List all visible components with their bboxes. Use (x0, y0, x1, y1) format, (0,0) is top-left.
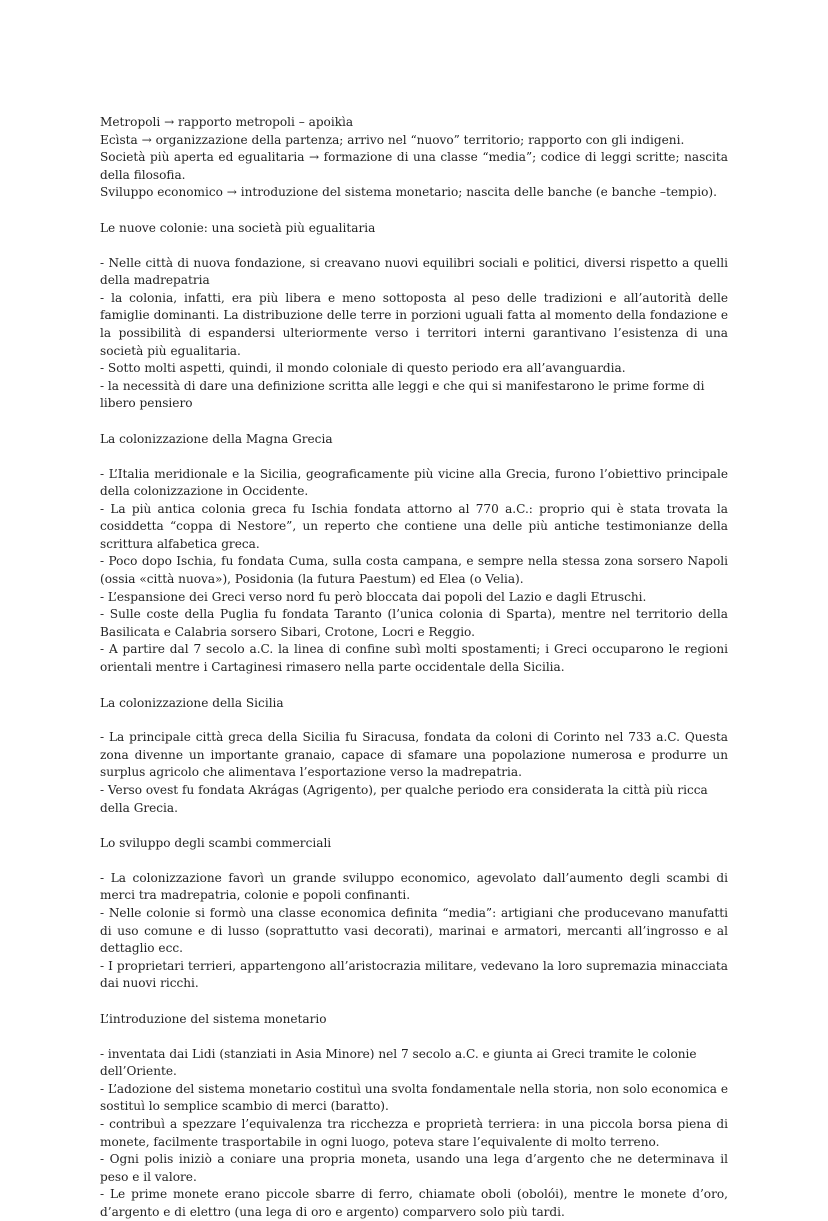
paragraph: - Le prime monete erano piccole sbarre di ferro, chiamate oboli (obolói), mentre le monete d’oro, d’argento e di elettro (una lega di oro e argento) comparvero solo più tardi. (100, 1187, 728, 1219)
paragraph: - la necessità di dare una definizione scritta alle leggi e che qui si manifestarono le prime forme di libero pensiero (100, 378, 705, 411)
intro-line: Ecìsta → organizzazione della partenza; arrivo nel “nuovo” territorio; rapporto con gli indigeni. (100, 132, 685, 147)
paragraph: - La principale città greca della Sicilia fu Siracusa, fondata da coloni di Corinto nel 733 a.C. Questa zona divenne un importante granaio, capace di sfamare una popolazione numerosa e produrre un surplus agricolo che alimentava l’esportazione verso la madrepatria. (100, 730, 728, 780)
paragraph: - contribuì a spezzare l’equivalenza tra ricchezza e proprietà terriera: in una piccola borsa piena di monete, facilmente trasportabile in ogni luogo, poteva stare l’equivalente di molto terreno. (100, 1116, 728, 1149)
section-heading: Lo sviluppo degli scambi commerciali (100, 836, 332, 851)
section-heading: La colonizzazione della Sicilia (100, 695, 284, 710)
section-sistema-monetario (100, 1011, 728, 1221)
paragraph: - L’espansione dei Greci verso nord fu però bloccata dai popoli del Lazio e dagli Etruschi. (100, 589, 647, 604)
section-sicilia (100, 695, 728, 818)
intro-line: Società più aperta ed egualitaria → formazione di una classe “media”; codice di leggi scritte; nascita della filosofia. (100, 150, 728, 182)
paragraph: - I proprietari terrieri, appartengono all’aristocrazia militare, vedevano la loro supremazia minacciata dai nuovi ricchi. (100, 958, 728, 991)
document-page (100, 114, 728, 1221)
section-heading: Le nuove colonie: una società più egualitaria (100, 220, 376, 235)
paragraph: - Nelle colonie si formò una classe economica definita “media”: artigiani che producevano manufatti di uso comune e di lusso (soprattutto vasi decorati), marinai e armatori, mercanti all’ingrosso e al dettaglio ecc. (100, 905, 728, 956)
paragraph: - La più antica colonia greca fu Ischia fondata attorno al 770 a.C.: proprio qui è stata trovata la cosiddetta “coppa di Nestore”, un reperto che contiene una delle più antiche testimonianze della scrittura alfabetica greca. (100, 501, 728, 551)
intro-line: Sviluppo economico → introduzione del sistema monetario; nascita delle banche (e banche –tempio). (100, 185, 717, 200)
intro-block (100, 114, 728, 202)
section-heading: L’introduzione del sistema monetario (100, 1011, 327, 1026)
paragraph: - Verso ovest fu fondata Akrágas (Agrigento), per qualche periodo era considerata la città più ricca della Grecia. (100, 783, 708, 815)
intro-line: Metropoli → rapporto metropoli – apoikìa (100, 115, 354, 129)
section-nuove-colonie (100, 220, 728, 413)
paragraph: - Sotto molti aspetti, quindi, il mondo coloniale di questo periodo era all’avanguardia. (100, 361, 626, 376)
paragraph: - A partire dal 7 secolo a.C. la linea di confine subì molti spostamenti; i Greci occuparono le regioni orientali mentre i Cartaginesi rimasero nella parte occidentale della Sicilia. (100, 642, 728, 675)
paragraph: - Nelle città di nuova fondazione, si creavano nuovi equilibri sociali e politici, diversi rispetto a quelli della madrepatria (100, 255, 728, 288)
paragraph: - Poco dopo Ischia, fu fondata Cuma, sulla costa campana, e sempre nella stessa zona sorsero Napoli (ossia «città nuova»), Posidonia (la futura Paestum) ed Elea (o Velia). (100, 554, 728, 587)
section-scambi-commerciali (100, 835, 728, 993)
paragraph: - L’adozione del sistema monetario costituì una svolta fondamentale nella storia, non solo economica e sostituì lo semplice scambio di merci (baratto). (100, 1081, 728, 1114)
paragraph: - la colonia, infatti, era più libera e meno sottoposta al peso delle tradizioni e all’autorità delle famiglie dominanti. La distribuzione delle terre in porzioni uguali fatta al momento della fondazione e la possibilità di espandersi ulteriormente verso i territori interni garantivano l’esistenza di una società più egualitaria. (100, 290, 728, 358)
paragraph: - inventata dai Lidi (stanziati in Asia Minore) nel 7 secolo a.C. e giunta ai Greci tramite le colonie dell’Oriente. (100, 1046, 697, 1079)
section-magna-grecia (100, 431, 728, 677)
section-heading: La colonizzazione della Magna Grecia (100, 431, 333, 446)
paragraph: - La colonizzazione favorì un grande sviluppo economico, agevolato dall’aumento degli scambi di merci tra madrepatria, colonie e popoli confinanti. (100, 870, 728, 903)
paragraph: - Sulle coste della Puglia fu fondata Taranto (l’unica colonia di Sparta), mentre nel territorio della Basilicata e Calabria sorsero Sibari, Crotone, Locri e Reggio. (100, 607, 728, 639)
paragraph: - Ogni polis iniziò a coniare una propria moneta, usando una lega d’argento che ne determinava il peso e il valore. (100, 1152, 728, 1184)
paragraph: - L’Italia meridionale e la Sicilia, geograficamente più vicine alla Grecia, furono l’obiettivo principale della colonizzazione in Occidente. (100, 466, 728, 499)
